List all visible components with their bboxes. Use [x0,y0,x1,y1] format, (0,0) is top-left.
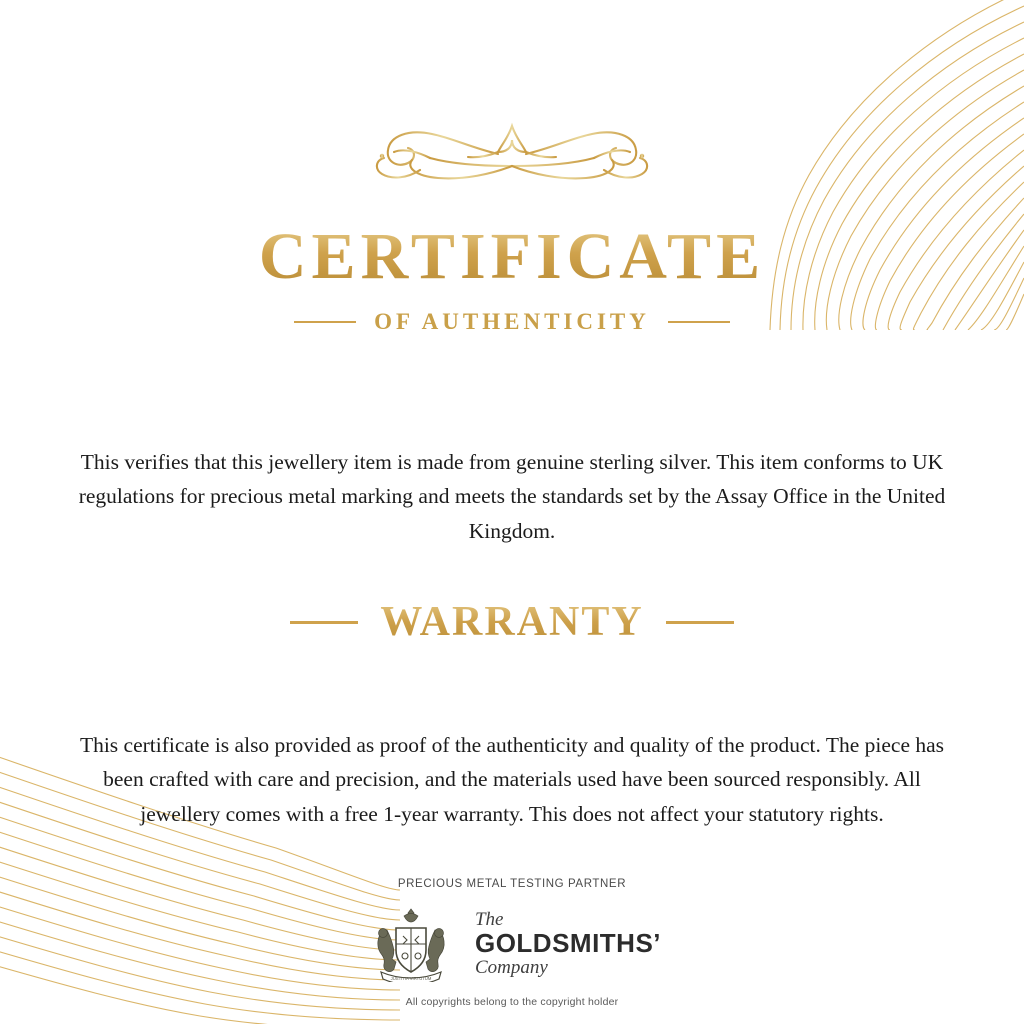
partner-label: PRECIOUS METAL TESTING PARTNER [397,878,627,890]
warranty-heading-row [0,598,1024,646]
authenticity-paragraph: This verifies that this jewellery item is made from genuine sterling silver. This item conforms to UK regulations for precious metal marking and meets the standards set by the Assay Office in the United Kingdom. [78,449,946,544]
heraldic-crest-icon [363,906,459,982]
logo-the: The [474,909,504,931]
copyright-notice: All copyrights belong to the copyright holder [405,996,619,1008]
warranty-divider-right [666,621,734,624]
divider-right [668,321,730,323]
warranty-paragraph: This certificate is also provided as proof of the authenticity and quality of the product. The piece has been crafted with care and precision, and the materials used have been sourced responsibly. All jewellery comes with a free 1-year warranty. This does not affect your statutory rights. [79,732,945,827]
footer [0,878,1024,1008]
warranty-heading: WARRANTY [380,599,644,645]
divider-left [294,321,356,323]
svg-text:JUSTITIA VIRTUTUM: JUSTITIA VIRTUTUM [390,976,432,981]
certificate-subtitle: OF AUTHENTICITY [374,309,650,335]
logo-company: Company [474,957,548,979]
logo-name: GOLDSMITHS’ [474,927,662,958]
goldsmiths-logo [0,906,1024,982]
certificate-subtitle-row [0,309,1024,335]
ornamental-flourish-icon [312,108,712,200]
goldsmiths-wordmark [475,910,661,977]
warranty-divider-left [290,621,358,624]
page-title: CERTIFICATE [0,222,1024,291]
certificate-title-block [0,222,1024,335]
